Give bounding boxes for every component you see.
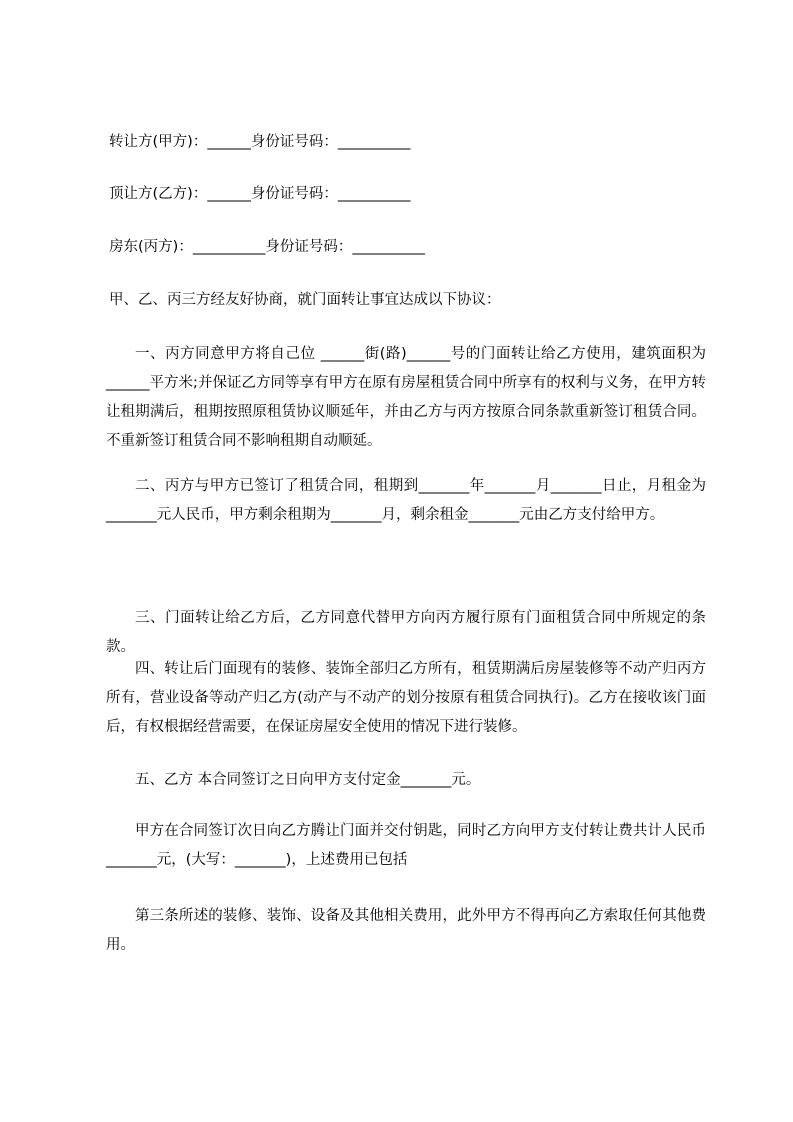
- clause-5: 五、乙方 本合同签订之日向甲方支付定金_______元。: [135, 772, 481, 788]
- transferee-line: 顶让方(乙方)：______身份证号码：__________: [109, 186, 411, 202]
- clause-2: 二、丙方与甲方已签订了租赁合同，租期到_______年_______月_______日止，月租金为_______元人民币，甲方剩余租期为_______月，剩余租金_______元由乙方支付给甲方。: [106, 478, 706, 523]
- clause-7: 第三条所述的装修、装饰、设备及其他相关费用，此外甲方不得再向乙方索取任何其他费用。: [106, 908, 706, 953]
- clause-6: 甲方在合同签订次日向乙方腾让门面并交付钥匙，同时乙方向甲方支付转让费共计人民币_______元，(大写：_______)，上述费用已包括: [106, 823, 706, 868]
- clause-4: 四、转让后门面现有的装修、装饰全部归乙方所有，租赁期满后房屋装修等不动产归丙方所有，营业设备等动产归乙方(动产与不动产的划分按原有租赁合同执行)。乙方在接收该门面后，有权根据经营需要，在保证房屋安全使用的情况下进行装修。: [106, 661, 706, 735]
- landlord-line: 房东(丙方)：__________身份证号码：__________: [109, 239, 425, 255]
- clause-1: 一、丙方同意甲方将自己位 ______街(路)______号的门面转让给乙方使用，建筑面积为______平方米;并保证乙方同等享有甲方在原有房屋租赁合同中所享有的权利与义务，在甲方转让租期满后，租期按照原租赁协议顺延年，并由乙方与丙方按原合同条款重新签订租赁合同。不重新签订租赁合同不影响租期自动顺延。: [106, 346, 706, 449]
- clause-3: 三、门面转让给乙方后，乙方同意代替甲方向丙方履行原有门面租赁合同中所规定的条款。: [106, 610, 706, 655]
- preamble: 甲、乙、丙三方经友好协商，就门面转让事宜达成以下协议：: [109, 292, 501, 308]
- transferor-line: 转让方(甲方)：______身份证号码：__________: [109, 134, 411, 150]
